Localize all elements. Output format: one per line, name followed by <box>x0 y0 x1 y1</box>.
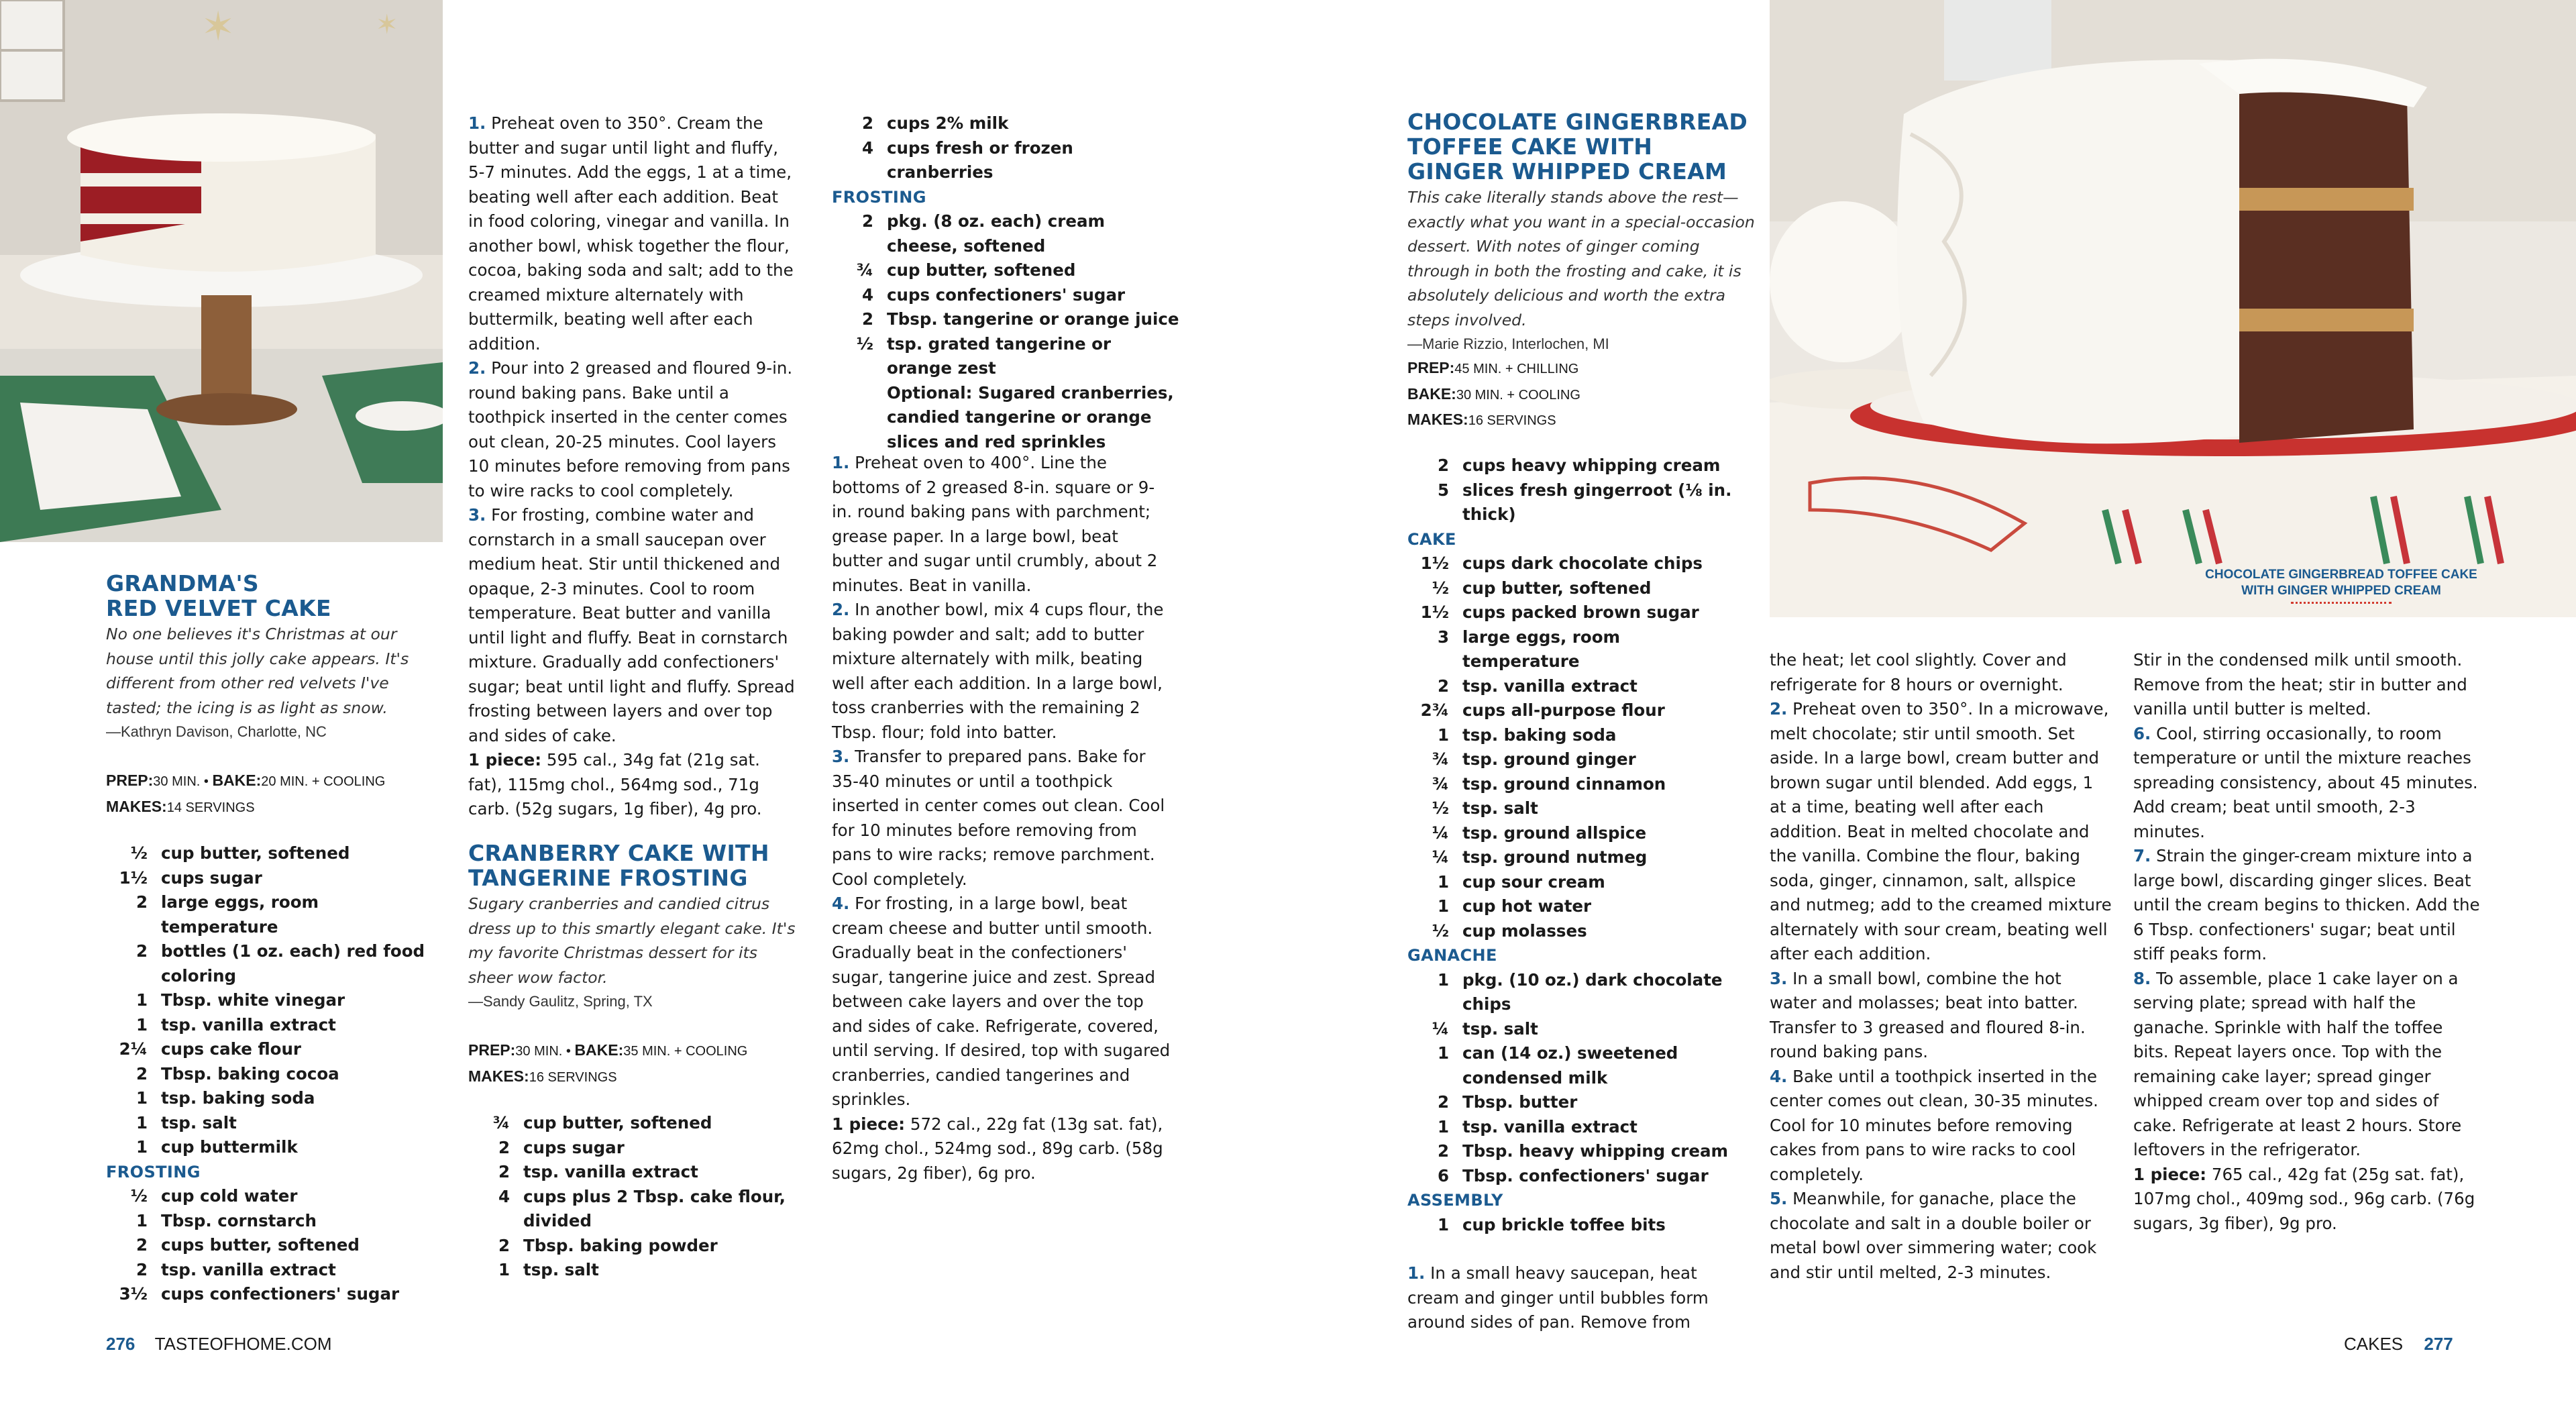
chocolate-gingerbread-cake-photo <box>1770 0 2576 617</box>
ingredient-text: tsp. vanilla extract <box>161 1259 336 1279</box>
title-line: TANGERINE FROSTING <box>468 865 748 891</box>
recipe-intro <box>1407 185 1763 357</box>
method-step <box>2133 844 2482 967</box>
ingredient-text: tsp. vanilla extract <box>161 1014 336 1035</box>
ingredient-text: tsp. vanilla extract <box>523 1162 698 1181</box>
ingredient-text: Optional: Sugared cranberries, candied tangerine or orange slices and red sprinkles <box>887 382 1174 452</box>
method-steps <box>2133 648 2482 1236</box>
ingredient-text: pkg. (10 oz.) dark chocolate chips <box>1462 969 1723 1014</box>
step-number: 2. <box>468 358 486 378</box>
right-page <box>1288 0 2576 1425</box>
step-text: Bake until a toothpick inserted in the center comes out clean, 30-35 minutes. Cool for 10 minutes before removing cakes from pans to wire racks to cool completely. <box>1770 1066 2098 1184</box>
ingredient-item <box>468 1258 797 1283</box>
red-velvet-cake-photo <box>0 0 443 542</box>
ingredient-item <box>106 1184 435 1209</box>
ingredient-text: cups fresh or frozen cranberries <box>887 138 1073 182</box>
step-text: Preheat oven to 400°. Line the bottoms of 2 greased 8-in. square or 9-in. round baking pans with parchment; grease paper. In a large bowl, beat butter and sugar until crumbly, about 2 minutes. Beat in vanilla. <box>832 453 1158 595</box>
ingredient-item <box>832 111 1181 136</box>
ingredient-quantity: 2 <box>136 1235 148 1255</box>
ingredient-quantity: 3½ <box>119 1284 148 1304</box>
ingredient-item <box>1407 698 1743 723</box>
ingredient-text: cup cold water <box>161 1186 298 1206</box>
ingredient-text: cups 2% milk <box>887 113 1009 133</box>
ingredient-quantity: 1 <box>1437 896 1449 916</box>
page-footer-right <box>2344 1332 2453 1356</box>
ingredient-quantity: 2 <box>1437 1141 1449 1161</box>
recipe-intro <box>106 622 441 745</box>
step-text: To assemble, place 1 cake layer on a serving plate; spread with half the ganache. Sprinkle with half the toffee bits. Repeat layers once. Top with the remaining cake layer; spread ginger whipped cream over top and sides of cake. Refrigerate at least 2 hours. Store leftovers in the refrigerator. <box>2133 968 2462 1159</box>
ingredient-quantity: 2 <box>136 1063 148 1084</box>
ingredient-quantity: 4 <box>861 138 873 158</box>
ingredient-item <box>468 1160 797 1185</box>
intro-text: This cake literally stands above the rest—exactly what you want in a special-occasion dessert. With notes of ginger coming through in both the frosting and cake, it is absolutely delicious and worth the extra steps involved. <box>1407 188 1755 329</box>
step-number: 3. <box>1770 968 1788 988</box>
method-steps <box>832 451 1174 1185</box>
ingredient-item <box>1407 968 1743 1017</box>
recipe-title-red-velvet <box>106 571 421 621</box>
ingredient-quantity: 1 <box>136 1112 148 1132</box>
ingredient-text: pkg. (8 oz. each) cream cheese, softened <box>887 211 1106 256</box>
ingredient-quantity: 2¼ <box>119 1039 148 1059</box>
ingredient-item <box>106 1209 435 1234</box>
ingredient-quantity: 2 <box>136 941 148 961</box>
step-text: For frosting, combine water and cornstarch in a small saucepan over medium heat. Stir until thickened and opaque, 2-3 minutes. Cool to room temperature. Beat butter and vanilla until light and fluffy. Beat in cornstarch mixture. Gradually add confectioners' sugar; beat until light and fluffy. Spread frosting between layers and over top and sides of cake. <box>468 505 795 745</box>
ingredient-quantity: ¾ <box>492 1113 510 1132</box>
ingredient-text: large eggs, room temperature <box>1462 627 1621 671</box>
ingredient-quantity: 1 <box>1437 872 1449 892</box>
ingredient-quantity: 6 <box>1437 1165 1449 1185</box>
recipe-meta <box>1407 356 1743 433</box>
byline: —Marie Rizzio, Interlochen, MI <box>1407 335 1609 352</box>
ingredient-item <box>106 866 435 891</box>
ingredient-item <box>1407 454 1743 478</box>
ingredient-quantity: ½ <box>1432 798 1449 818</box>
ingredient-quantity: 2 <box>136 892 148 912</box>
ingredient-quantity: ½ <box>1432 920 1449 941</box>
ingredient-item <box>468 1136 797 1161</box>
ingredient-item <box>1407 674 1743 699</box>
ingredient-quantity: ¼ <box>1432 847 1449 867</box>
spacer <box>1407 1237 1743 1261</box>
ingredient-text: cup molasses <box>1462 920 1587 941</box>
meta-makes: MAKES:16 SERVINGS <box>468 1067 617 1085</box>
ingredient-item <box>832 332 1181 381</box>
ingredient-text: cups plus 2 Tbsp. cake flour, divided <box>523 1186 786 1230</box>
step-number: 4. <box>832 894 850 913</box>
ingredient-text: cups packed brown sugar <box>1462 602 1699 622</box>
ingredient-text: cups all-purpose flour <box>1462 700 1665 720</box>
nutrition-label: 1 piece: <box>832 1114 906 1134</box>
ingredient-text: cups sugar <box>523 1137 625 1157</box>
ingredient-quantity: ½ <box>130 843 148 863</box>
ingredient-list <box>106 841 435 1307</box>
section-label: FROSTING <box>106 1162 201 1181</box>
ingredient-quantity: ¼ <box>1432 1018 1449 1039</box>
ingredient-item <box>1407 551 1743 576</box>
ingredient-text: can (14 oz.) sweetened condensed milk <box>1462 1043 1678 1088</box>
step-text: Transfer to prepared pans. Bake for 35-40 minutes or until a toothpick inserted in center comes out clean. Cool for 10 minutes before removing from pans to wire racks; remove parchment. Cool completely. <box>832 747 1165 889</box>
ingredient-item <box>106 1111 435 1136</box>
ingredient-quantity: 1½ <box>119 867 148 888</box>
ingredient-text: tsp. ground cinnamon <box>1462 774 1666 794</box>
ingredient-text: Tbsp. heavy whipping cream <box>1462 1141 1729 1161</box>
ingredient-quantity: 1 <box>136 1014 148 1035</box>
section-name: CAKES <box>2344 1334 2404 1354</box>
ingredient-quantity: ¾ <box>1432 774 1449 794</box>
method-step <box>1770 1065 2112 1188</box>
ingredient-text: tsp. salt <box>161 1112 237 1132</box>
ingredient-quantity: ½ <box>130 1186 148 1206</box>
svg-text:✶: ✶ <box>376 9 398 40</box>
ingredient-item <box>1407 478 1743 527</box>
title-line: CRANBERRY CAKE WITH <box>468 840 769 866</box>
step-number: 6. <box>2133 723 2151 743</box>
photo-caption <box>2200 567 2482 604</box>
step-number: 8. <box>2133 968 2151 988</box>
ingredient-text: cup buttermilk <box>161 1137 298 1157</box>
byline: —Sandy Gaulitz, Spring, TX <box>468 993 653 1010</box>
ingredient-quantity: 2 <box>498 1235 510 1255</box>
ingredient-item <box>1407 1041 1743 1090</box>
ingredient-text: tsp. salt <box>523 1260 599 1279</box>
step-number: 2. <box>832 600 850 619</box>
ingredient-item <box>106 1086 435 1111</box>
ingredient-item <box>832 209 1181 258</box>
ingredient-item <box>1407 1139 1743 1164</box>
ingredient-quantity: ½ <box>856 333 873 354</box>
method-steps <box>1770 648 2112 1285</box>
ingredient-item <box>1407 919 1743 944</box>
step-number: 7. <box>2133 846 2151 865</box>
ingredient-item <box>1407 1017 1743 1042</box>
ingredient-quantity: 1 <box>136 990 148 1010</box>
intro-text: No one believes it's Christmas at our house until this jolly cake appears. It's different from other red velvets I've tasted; the icing is as light as snow. <box>106 625 409 717</box>
ingredient-quantity: 1 <box>498 1260 510 1279</box>
method-step <box>1407 1261 1743 1335</box>
ingredient-item <box>106 1037 435 1062</box>
ingredient-item <box>468 1234 797 1259</box>
ingredient-quantity: 2 <box>1437 676 1449 696</box>
step-text: Pour into 2 greased and floured 9-in. round baking pans. Bake until a toothpick inserted in the center comes out clean, 20-25 minutes. Cool layers 10 minutes before removing from pans to wire racks to cool completely. <box>468 358 793 500</box>
step-continuation: the heat; let cool slightly. Cover and refrigerate for 8 hours or overnight. <box>1770 650 2067 694</box>
nutrition-values: 595 cal., 34g fat (21g sat. fat), 115mg chol., 564mg sod., 71g carb. (52g sugars, 1g fiber), 4g pro. <box>468 750 762 819</box>
method-step <box>468 111 797 356</box>
ingredient-item <box>832 136 1181 185</box>
step-number: 3. <box>832 747 850 766</box>
section-label: FROSTING <box>832 187 926 207</box>
ingredient-quantity: 1½ <box>1420 602 1449 622</box>
section-label: CAKE <box>1407 529 1456 549</box>
recipe-meta <box>468 1038 804 1090</box>
ingredient-text: slices fresh gingerroot (⅛ in. thick) <box>1462 480 1732 524</box>
nutrition-values: 572 cal., 22g fat (13g sat. fat), 62mg chol., 524mg sod., 89g carb. (58g sugars, 2g fiber), 6g pro. <box>832 1114 1163 1183</box>
ingredient-text: Tbsp. cornstarch <box>161 1210 317 1230</box>
ingredient-quantity: 4 <box>861 284 873 305</box>
ingredient-quantity: 1 <box>136 1137 148 1157</box>
title-line: GRANDMA'S <box>106 570 259 596</box>
ingredient-text: cups confectioners' sugar <box>161 1284 400 1304</box>
ingredient-text: tsp. salt <box>1462 798 1538 818</box>
method-step <box>1770 967 2112 1065</box>
ingredient-quantity: 1 <box>136 1088 148 1108</box>
method-step <box>832 892 1174 1112</box>
step-number: 1. <box>468 113 486 133</box>
caption-divider <box>2291 602 2392 604</box>
ingredient-item <box>1407 600 1743 625</box>
ingredient-item <box>106 1233 435 1258</box>
ingredient-item <box>1407 1115 1743 1140</box>
nutrition-label: 1 piece: <box>468 750 542 770</box>
ingredient-item <box>468 1185 797 1234</box>
ingredient-item <box>832 283 1181 308</box>
method-step <box>832 745 1174 892</box>
ingredient-item <box>106 939 435 988</box>
recipe-intro <box>468 892 804 1014</box>
site-name: TASTEOFHOME.COM <box>154 1334 332 1354</box>
recipe-title-chocolate-gingerbread <box>1407 109 1783 184</box>
ingredient-quantity: ¾ <box>856 260 873 280</box>
ingredient-text: tsp. ground allspice <box>1462 823 1647 843</box>
step-text: Preheat oven to 350°. In a microwave, melt chocolate; stir until smooth. Set aside. In a large bowl, cream butter and brown sugar until blended. Add eggs, 1 at a time, beating well after each addition. Beat in melted chocolate and the vanilla. Combine the flour, baking soda, ginger, cinnamon, salt, allspice and nutmeg; add to the creamed mixture alternately with sour cream, beating well after each addition. <box>1770 699 2112 963</box>
nutrition-label: 1 piece: <box>2133 1164 2207 1184</box>
ingredient-text: Tbsp. tangerine or orange juice <box>887 309 1179 329</box>
svg-text:✶: ✶ <box>201 3 235 50</box>
meta-prep-bake: PREP:30 MIN. • BAKE:35 MIN. + COOLING <box>468 1041 748 1059</box>
ingredient-item <box>468 1111 797 1136</box>
ingredient-item <box>1407 796 1743 821</box>
ingredient-quantity: 2 <box>1437 1092 1449 1112</box>
ingredient-item <box>1407 625 1743 674</box>
step-number: 5. <box>1770 1189 1788 1208</box>
ingredient-quantity: ¼ <box>1432 823 1449 843</box>
ingredient-text: cups butter, softened <box>161 1235 360 1255</box>
ingredient-list <box>468 1111 797 1283</box>
step-text: Cool, stirring occasionally, to room temperature or until the mixture reaches spreading consistency, about 45 minutes. Add cream; beat until smooth, 2-3 minutes. <box>2133 723 2478 841</box>
ingredient-quantity: ¾ <box>1432 749 1449 769</box>
step-continuation: Stir in the condensed milk until smooth. Remove from the heat; stir in butter and vanilla until butter is melted. <box>2133 650 2467 719</box>
chocolate-cake-illustration <box>1770 0 2576 617</box>
method-step <box>2133 967 2482 1163</box>
recipe-meta <box>106 768 441 820</box>
page-number: 277 <box>2424 1334 2453 1354</box>
title-line: GINGER WHIPPED CREAM <box>1407 158 1727 184</box>
ingredient-item <box>1407 845 1743 870</box>
ingredient-text: cups sugar <box>161 867 262 888</box>
ingredient-text: tsp. baking soda <box>161 1088 315 1108</box>
section-label: GANACHE <box>1407 946 1497 965</box>
ingredient-item <box>106 1062 435 1087</box>
ingredient-list <box>1407 454 1743 1335</box>
step-text: Meanwhile, for ganache, place the chocolate and salt in a double boiler or metal bowl over simmering water; cook and stir until melted, 2-3 minutes. <box>1770 1189 2097 1282</box>
ingredient-text: cups confectioners' sugar <box>887 284 1126 305</box>
ingredient-text: cup hot water <box>1462 896 1592 916</box>
ingredient-item <box>106 1282 435 1307</box>
ingredient-quantity: 1 <box>1437 1214 1449 1234</box>
ingredient-item <box>832 307 1181 332</box>
ingredient-text: cups cake flour <box>161 1039 301 1059</box>
ingredient-item <box>1407 821 1743 846</box>
nutrition-info <box>2133 1163 2482 1236</box>
ingredient-text: tsp. baking soda <box>1462 725 1617 745</box>
ingredient-text: cup sour cream <box>1462 872 1605 892</box>
step-number: 2. <box>1770 699 1788 719</box>
ingredient-quantity: 1 <box>1437 1116 1449 1137</box>
ingredient-quantity: 1 <box>1437 969 1449 990</box>
step-text: In another bowl, mix 4 cups flour, the baking powder and salt; add to butter mixture alternately with milk, beating well after each addition. In a large bowl, toss cranberries with the remaining 2 Tbsp. flour; fold into batter. <box>832 600 1164 742</box>
ingredient-item <box>106 841 435 866</box>
method-step <box>1770 697 2112 967</box>
step-text: In a small bowl, combine the hot water and molasses; beat into batter. Transfer to 3 greased and floured 8-in. round baking pans. <box>1770 968 2086 1061</box>
ingredient-text: cup butter, softened <box>887 260 1076 280</box>
intro-text: Sugary cranberries and candied citrus dress up to this smartly elegant cake. It's my favorite Christmas dessert for its sheer wow factor. <box>468 894 796 987</box>
nutrition-info <box>468 748 797 822</box>
ingredient-quantity: 1 <box>136 1210 148 1230</box>
nutrition-info <box>832 1112 1174 1186</box>
ingredient-text: tsp. vanilla extract <box>1462 676 1638 696</box>
ingredient-text: Tbsp. white vinegar <box>161 990 345 1010</box>
meta-bake: BAKE:30 MIN. + COOLING <box>1407 384 1580 403</box>
ingredient-quantity: ½ <box>1432 578 1449 598</box>
ingredient-text: cup brickle toffee bits <box>1462 1214 1666 1234</box>
section-label: ASSEMBLY <box>1407 1191 1503 1210</box>
method-step <box>468 503 797 748</box>
ingredient-item <box>1407 576 1743 601</box>
ingredient-quantity: 2 <box>861 309 873 329</box>
ingredient-quantity: 5 <box>1437 480 1449 500</box>
ingredient-quantity: 2 <box>861 113 873 133</box>
method-step <box>2133 722 2482 845</box>
ingredient-item <box>106 890 435 939</box>
ingredient-item <box>106 988 435 1013</box>
ingredient-text: Tbsp. confectioners' sugar <box>1462 1165 1709 1185</box>
ingredient-text: tsp. ground ginger <box>1462 749 1636 769</box>
ingredient-item <box>1407 747 1743 772</box>
title-line: CHOCOLATE GINGERBREAD <box>1407 109 1748 135</box>
ingredient-text: tsp. ground nutmeg <box>1462 847 1648 867</box>
byline: —Kathryn Davison, Charlotte, NC <box>106 723 327 740</box>
ingredient-quantity: 3 <box>1437 627 1449 647</box>
step-number: 3. <box>468 505 486 525</box>
ingredient-text: cup butter, softened <box>523 1113 712 1132</box>
step-text: Strain the ginger-cream mixture into a large bowl, discarding ginger slices. Beat until the cream begins to thicken. Add the 6 Tbsp. confectioners' sugar; beat until stiff peaks form. <box>2133 846 2480 963</box>
step-text: In a small heavy saucepan, heat cream and ginger until bubbles form around sides of pan. Remove from <box>1407 1263 1709 1332</box>
page-footer-left <box>106 1332 331 1356</box>
ingredient-text: cups dark chocolate chips <box>1462 553 1703 573</box>
ingredient-text: tsp. vanilla extract <box>1462 1116 1638 1137</box>
ingredient-text: Tbsp. baking powder <box>523 1235 718 1255</box>
ingredient-text: large eggs, room temperature <box>161 892 319 937</box>
ingredient-item <box>1407 870 1743 895</box>
meta-makes: MAKES:16 SERVINGS <box>1407 411 1556 428</box>
meta-prep-bake: PREP:30 MIN. • BAKE:20 MIN. + COOLING <box>106 772 386 789</box>
ingredient-quantity: 2 <box>498 1137 510 1157</box>
ingredient-item <box>106 1013 435 1038</box>
ingredient-quantity: 2 <box>861 211 873 231</box>
method-step <box>1770 1187 2112 1285</box>
ingredient-text: Tbsp. baking cocoa <box>161 1063 339 1084</box>
ingredient-text: cups heavy whipping cream <box>1462 456 1721 475</box>
method-steps <box>468 111 797 822</box>
ingredient-item <box>1407 772 1743 797</box>
ingredient-text: Tbsp. butter <box>1462 1092 1578 1112</box>
ingredient-quantity: 4 <box>498 1186 510 1206</box>
title-line: RED VELVET CAKE <box>106 595 331 621</box>
ingredient-item <box>1407 1213 1743 1238</box>
ingredient-quantity: 1 <box>1437 725 1449 745</box>
method-step <box>468 356 797 503</box>
ingredient-quantity: 2 <box>498 1162 510 1181</box>
ingredient-quantity: 1 <box>1437 1043 1449 1063</box>
step-number: 1. <box>832 453 850 472</box>
step-text: Preheat oven to 350°. Cream the butter and sugar until light and fluffy, 5-7 minutes. Add the eggs, 1 at a time, beating well after each addition. Beat in food coloring, vinegar and vanilla. In another bowl, whisk together the flour, cocoa, baking soda and salt; add to the creamed mixture alternately with buttermilk, beating well after each addition. <box>468 113 794 354</box>
ingredient-item <box>1407 1090 1743 1115</box>
page-number: 276 <box>106 1334 136 1354</box>
title-line: TOFFEE CAKE WITH <box>1407 134 1653 160</box>
caption-line: CHOCOLATE GINGERBREAD TOFFEE CAKE <box>2205 568 2477 582</box>
ingredient-item <box>832 381 1181 455</box>
ingredient-item <box>1407 894 1743 919</box>
ingredient-item <box>1407 723 1743 748</box>
recipe-title-cranberry <box>468 841 804 890</box>
ingredient-item <box>1407 1164 1743 1189</box>
step-number: 1. <box>1407 1263 1426 1283</box>
ingredient-text: tsp. salt <box>1462 1018 1538 1039</box>
ingredient-item <box>106 1258 435 1283</box>
red-velvet-cake-illustration <box>0 0 443 542</box>
ingredient-text: bottles (1 oz. each) red food coloring <box>161 941 425 986</box>
ingredient-text: cup butter, softened <box>161 843 350 863</box>
meta-prep: PREP:45 MIN. + CHILLING <box>1407 359 1579 376</box>
ingredient-quantity: 2 <box>1437 456 1449 475</box>
ingredient-quantity <box>832 381 887 455</box>
ingredient-quantity: 2 <box>136 1259 148 1279</box>
method-step <box>832 598 1174 745</box>
meta-makes: MAKES:14 SERVINGS <box>106 797 255 815</box>
ingredient-text: tsp. grated tangerine or orange zest <box>887 333 1112 378</box>
ingredient-quantity: 1½ <box>1420 553 1449 573</box>
ingredient-quantity: 2¾ <box>1420 700 1449 720</box>
step-text: For frosting, in a large bowl, beat cream cheese and butter until smooth. Gradually beat in the confectioners' sugar, tangerine juice and zest. Spread between cake layers and over the top and sides of cake. Refrigerate, covered, until serving. If desired, top with sugared cranberries, candied tangerines and sprinkles. <box>832 894 1171 1109</box>
method-step <box>832 451 1174 598</box>
caption-line: WITH GINGER WHIPPED CREAM <box>2241 584 2441 598</box>
ingredient-list <box>832 111 1181 454</box>
step-number: 4. <box>1770 1066 1788 1086</box>
ingredient-item <box>106 1135 435 1160</box>
ingredient-text: cup butter, softened <box>1462 578 1652 598</box>
ingredient-item <box>832 258 1181 283</box>
nutrition-values: 765 cal., 42g fat (25g sat. fat), 107mg chol., 409mg sod., 96g carb. (76g sugars, 3g fiber), 9g pro. <box>2133 1164 2475 1233</box>
